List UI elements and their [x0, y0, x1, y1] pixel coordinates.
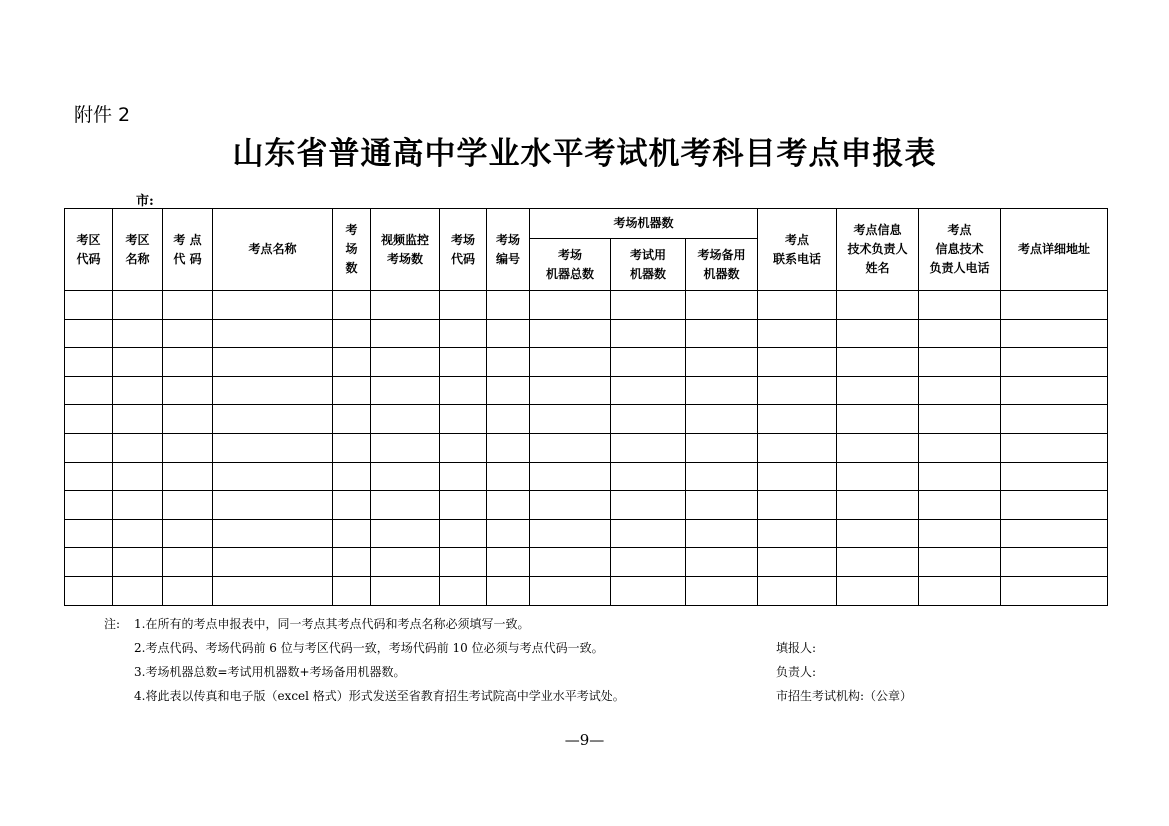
table-cell[interactable]	[333, 491, 371, 520]
table-cell[interactable]	[213, 405, 333, 434]
table-cell[interactable]	[837, 491, 919, 520]
table-cell[interactable]	[530, 319, 611, 348]
table-cell[interactable]	[758, 433, 837, 462]
table-cell[interactable]	[919, 576, 1001, 605]
table-cell[interactable]	[440, 433, 487, 462]
table-cell[interactable]	[113, 519, 163, 548]
table-cell[interactable]	[487, 433, 530, 462]
table-cell[interactable]	[440, 548, 487, 577]
table-cell[interactable]	[333, 433, 371, 462]
table-cell[interactable]	[163, 376, 213, 405]
table-cell[interactable]	[611, 376, 686, 405]
note-row	[104, 660, 1104, 684]
table-cell[interactable]	[530, 462, 611, 491]
table-cell[interactable]	[371, 319, 440, 348]
table-cell[interactable]	[1001, 576, 1108, 605]
table-cell[interactable]	[758, 548, 837, 577]
table-cell[interactable]	[440, 319, 487, 348]
table-cell[interactable]	[213, 462, 333, 491]
table-cell[interactable]	[213, 433, 333, 462]
table-cell[interactable]	[487, 548, 530, 577]
table-cell[interactable]	[530, 576, 611, 605]
table-cell[interactable]	[371, 519, 440, 548]
table-cell[interactable]	[686, 519, 758, 548]
table-row	[65, 548, 1108, 577]
table-cell[interactable]	[837, 433, 919, 462]
table-cell[interactable]	[333, 548, 371, 577]
table-cell[interactable]	[113, 433, 163, 462]
table-cell[interactable]	[65, 405, 113, 434]
note-item: 3.考场机器总数=考试用机器数+考场备用机器数。	[134, 665, 406, 679]
table-cell[interactable]	[686, 405, 758, 434]
header-exam-machines: 考试用 机器数	[611, 239, 686, 291]
table-row	[65, 348, 1108, 377]
table-cell[interactable]	[1001, 348, 1108, 377]
table-cell[interactable]	[163, 548, 213, 577]
table-cell[interactable]	[837, 576, 919, 605]
table-cell[interactable]	[530, 376, 611, 405]
table-cell[interactable]	[213, 491, 333, 520]
table-cell[interactable]	[213, 576, 333, 605]
header-total-machines: 考场 机器总数	[530, 239, 611, 291]
header-room-number: 考场 编号	[487, 209, 530, 291]
table-cell[interactable]	[611, 433, 686, 462]
table-cell[interactable]	[440, 405, 487, 434]
table-cell[interactable]	[487, 405, 530, 434]
table-cell[interactable]	[758, 291, 837, 320]
table-cell[interactable]	[487, 462, 530, 491]
table-cell[interactable]	[213, 376, 333, 405]
table-cell[interactable]	[919, 405, 1001, 434]
header-site-phone: 考点 联系电话	[758, 209, 837, 291]
table-cell[interactable]	[1001, 548, 1108, 577]
table-cell[interactable]	[837, 348, 919, 377]
table-cell[interactable]	[65, 433, 113, 462]
table-cell[interactable]	[113, 405, 163, 434]
table-cell[interactable]	[65, 319, 113, 348]
header-room-count: 考 场 数	[333, 209, 371, 291]
note-row	[104, 612, 1104, 636]
header-it-lead-name: 考点信息 技术负责人 姓名	[837, 209, 919, 291]
table-cell[interactable]	[163, 291, 213, 320]
table-cell[interactable]	[530, 291, 611, 320]
table-cell[interactable]	[163, 348, 213, 377]
table-cell[interactable]	[65, 519, 113, 548]
table-cell[interactable]	[113, 291, 163, 320]
table-cell[interactable]	[611, 319, 686, 348]
table-cell[interactable]	[163, 405, 213, 434]
table-cell[interactable]	[530, 348, 611, 377]
header-site-address: 考点详细地址	[1001, 209, 1108, 291]
table-row	[65, 405, 1108, 434]
table-cell[interactable]	[611, 462, 686, 491]
table-cell[interactable]	[333, 348, 371, 377]
header-site-name: 考点名称	[213, 209, 333, 291]
table-cell[interactable]	[686, 462, 758, 491]
table-row	[65, 491, 1108, 520]
table-cell[interactable]	[530, 405, 611, 434]
table-cell[interactable]	[686, 491, 758, 520]
table-cell[interactable]	[611, 491, 686, 520]
table-cell[interactable]	[163, 462, 213, 491]
table-row	[65, 576, 1108, 605]
table-cell[interactable]	[113, 376, 163, 405]
table-cell[interactable]	[611, 405, 686, 434]
notes-lead: 注:	[104, 617, 121, 631]
table-cell[interactable]	[113, 548, 163, 577]
table-cell[interactable]	[371, 491, 440, 520]
signature-responsible: 负责人:	[776, 665, 817, 679]
table-cell[interactable]	[837, 519, 919, 548]
table-cell[interactable]	[758, 491, 837, 520]
table-cell[interactable]	[530, 548, 611, 577]
table-cell[interactable]	[837, 376, 919, 405]
table-cell[interactable]	[487, 576, 530, 605]
table-cell[interactable]	[333, 319, 371, 348]
table-cell[interactable]	[1001, 291, 1108, 320]
table-cell[interactable]	[919, 348, 1001, 377]
table-cell[interactable]	[758, 519, 837, 548]
note-item: 4.将此表以传真和电子版（excel 格式）形式发送至省教育招生考试院高中学业水平考试处。	[134, 689, 625, 703]
table-cell[interactable]	[487, 348, 530, 377]
table-cell[interactable]	[686, 433, 758, 462]
table-cell[interactable]	[837, 548, 919, 577]
table-cell[interactable]	[371, 548, 440, 577]
table-cell[interactable]	[919, 433, 1001, 462]
page-title: 山东省普通高中学业水平考试机考科目考点申报表	[232, 136, 937, 172]
table-cell[interactable]	[371, 348, 440, 377]
table-row	[65, 433, 1108, 462]
table-cell[interactable]	[487, 376, 530, 405]
table-cell[interactable]	[1001, 376, 1108, 405]
header-exam-district-code: 考区 代码	[65, 209, 113, 291]
table-cell[interactable]	[1001, 462, 1108, 491]
table-cell[interactable]	[487, 291, 530, 320]
header-machine-group: 考场机器数	[530, 209, 758, 239]
report-table	[64, 208, 1108, 606]
table-cell[interactable]	[837, 462, 919, 491]
table-cell[interactable]	[65, 291, 113, 320]
table-row	[65, 291, 1108, 320]
table-cell[interactable]	[371, 462, 440, 491]
table-cell[interactable]	[65, 462, 113, 491]
table-body	[65, 291, 1108, 606]
table-cell[interactable]	[213, 348, 333, 377]
table-cell[interactable]	[530, 519, 611, 548]
header-site-code: 考 点 代 码	[163, 209, 213, 291]
table-cell[interactable]	[371, 376, 440, 405]
table-cell[interactable]	[333, 576, 371, 605]
table-cell[interactable]	[65, 376, 113, 405]
table-cell[interactable]	[686, 348, 758, 377]
table-cell[interactable]	[1001, 433, 1108, 462]
table-cell[interactable]	[686, 291, 758, 320]
header-backup-machines: 考场备用 机器数	[686, 239, 758, 291]
table-cell[interactable]	[440, 462, 487, 491]
note-row	[104, 636, 1104, 660]
table-cell[interactable]	[440, 576, 487, 605]
table-row	[65, 519, 1108, 548]
table-cell[interactable]	[213, 291, 333, 320]
table-cell[interactable]	[440, 491, 487, 520]
table-cell[interactable]	[487, 491, 530, 520]
table-cell[interactable]	[163, 576, 213, 605]
table-cell[interactable]	[611, 519, 686, 548]
table-cell[interactable]	[1001, 405, 1108, 434]
table-cell[interactable]	[758, 319, 837, 348]
table-cell[interactable]	[113, 462, 163, 491]
table-cell[interactable]	[487, 319, 530, 348]
table-cell[interactable]	[919, 291, 1001, 320]
table-row	[65, 462, 1108, 491]
table-cell[interactable]	[440, 376, 487, 405]
table-row	[65, 319, 1108, 348]
table-cell[interactable]	[113, 576, 163, 605]
table-cell[interactable]	[919, 462, 1001, 491]
table-cell[interactable]	[1001, 319, 1108, 348]
table-cell[interactable]	[919, 319, 1001, 348]
note-row	[104, 684, 1104, 708]
table-cell[interactable]	[113, 491, 163, 520]
table-cell[interactable]	[163, 519, 213, 548]
note-item: 2.考点代码、考场代码前 6 位与考区代码一致，考场代码前 10 位必须与考点代码一致。	[134, 641, 604, 655]
table-cell[interactable]	[686, 576, 758, 605]
table-cell[interactable]	[1001, 491, 1108, 520]
table-cell[interactable]	[919, 491, 1001, 520]
table-cell[interactable]	[333, 405, 371, 434]
table-cell[interactable]	[213, 519, 333, 548]
table-cell[interactable]	[333, 376, 371, 405]
table-cell[interactable]	[919, 376, 1001, 405]
table-cell[interactable]	[758, 462, 837, 491]
table-cell[interactable]	[686, 548, 758, 577]
table-row	[65, 376, 1108, 405]
table-cell[interactable]	[686, 376, 758, 405]
header-exam-district-name: 考区 名称	[113, 209, 163, 291]
table-cell[interactable]	[1001, 519, 1108, 548]
table-cell[interactable]	[65, 348, 113, 377]
table-cell[interactable]	[213, 319, 333, 348]
table-cell[interactable]	[919, 548, 1001, 577]
table-cell[interactable]	[333, 291, 371, 320]
table-cell[interactable]	[333, 519, 371, 548]
table-cell[interactable]	[371, 405, 440, 434]
table-cell[interactable]	[487, 519, 530, 548]
table-cell[interactable]	[440, 291, 487, 320]
table-cell[interactable]	[213, 548, 333, 577]
table-cell[interactable]	[611, 576, 686, 605]
table-cell[interactable]	[113, 319, 163, 348]
header-it-lead-phone: 考点 信息技术 负责人电话	[919, 209, 1001, 291]
table-cell[interactable]	[163, 491, 213, 520]
table-cell[interactable]	[530, 491, 611, 520]
table-cell[interactable]	[530, 433, 611, 462]
table-cell[interactable]	[758, 405, 837, 434]
table-cell[interactable]	[686, 319, 758, 348]
city-field-label: 市:	[136, 194, 154, 209]
table-cell[interactable]	[163, 319, 213, 348]
table-cell[interactable]	[163, 433, 213, 462]
signature-agency-seal: 市招生考试机构:（公章）	[776, 689, 913, 703]
table-cell[interactable]	[758, 576, 837, 605]
header-video-monitored-rooms: 视频监控 考场数	[371, 209, 440, 291]
table-cell[interactable]	[65, 548, 113, 577]
table-cell[interactable]	[837, 405, 919, 434]
table-cell[interactable]	[65, 576, 113, 605]
table-cell[interactable]	[837, 319, 919, 348]
table-cell[interactable]	[837, 291, 919, 320]
table-cell[interactable]	[65, 491, 113, 520]
note-item: 1.在所有的考点申报表中，同一考点其考点代码和考点名称必须填写一致。	[134, 617, 530, 631]
table-cell[interactable]	[611, 548, 686, 577]
notes-section	[104, 612, 1104, 708]
table-cell[interactable]	[758, 376, 837, 405]
attachment-label: 附件 2	[74, 104, 131, 126]
table-cell[interactable]	[371, 576, 440, 605]
table-cell[interactable]	[371, 433, 440, 462]
table-cell[interactable]	[440, 348, 487, 377]
table-cell[interactable]	[440, 519, 487, 548]
table-cell[interactable]	[611, 291, 686, 320]
page-number: —9—	[564, 731, 605, 749]
table-cell[interactable]	[758, 348, 837, 377]
signature-filler: 填报人:	[776, 641, 817, 655]
table-cell[interactable]	[113, 348, 163, 377]
table-cell[interactable]	[919, 519, 1001, 548]
table-cell[interactable]	[611, 348, 686, 377]
header-room-code: 考场 代码	[440, 209, 487, 291]
table-cell[interactable]	[333, 462, 371, 491]
table-cell[interactable]	[371, 291, 440, 320]
